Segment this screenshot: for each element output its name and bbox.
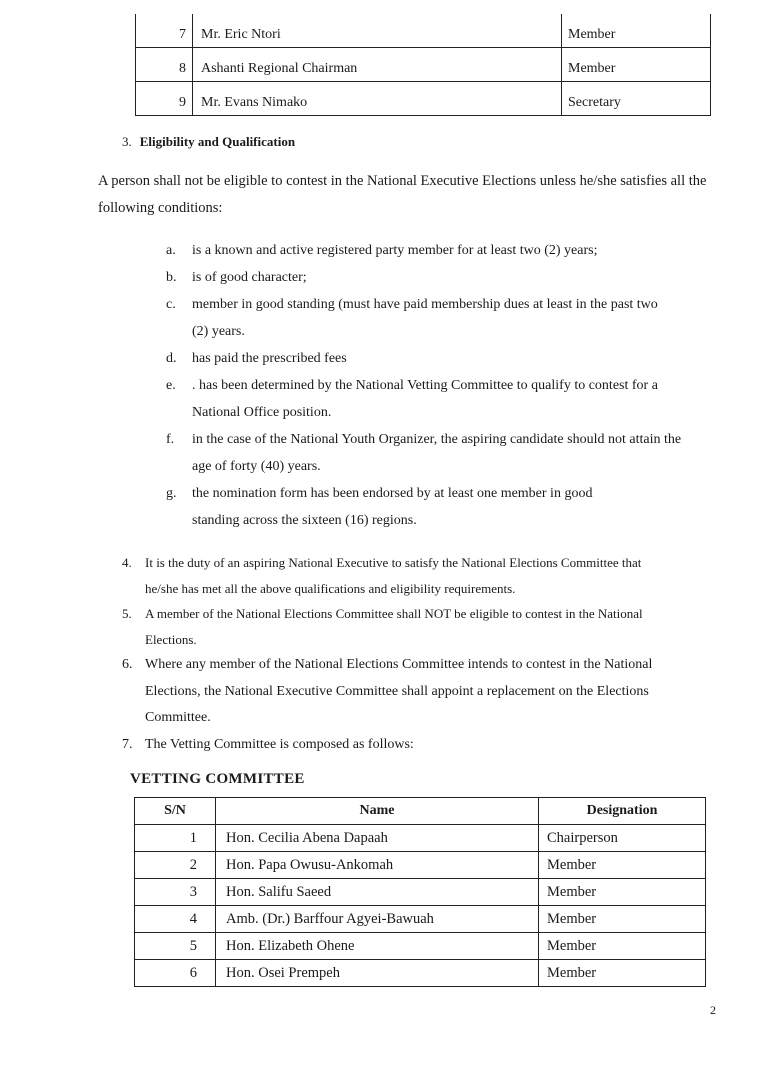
designation-cell: Secretary xyxy=(562,82,711,116)
name-cell: Ashanti Regional Chairman xyxy=(193,48,562,82)
list-item xyxy=(166,372,706,426)
list-item xyxy=(122,601,682,652)
list-item xyxy=(122,550,682,601)
list-marker: 5. xyxy=(122,606,132,621)
designation-cell: Member xyxy=(539,960,706,987)
table-row xyxy=(135,906,706,933)
name-header: Name xyxy=(216,798,539,825)
designation-cell: Member xyxy=(562,48,711,82)
table-row xyxy=(136,14,711,48)
table-row xyxy=(135,960,706,987)
name-cell: Hon. Salifu Saeed xyxy=(216,879,539,906)
list-text: member in good standing (must have paid membership dues at least in the past two (2) years. xyxy=(192,297,658,339)
name-cell: Hon. Elizabeth Ohene xyxy=(216,933,539,960)
list-marker: d. xyxy=(166,351,177,366)
list-text: is of good character; xyxy=(192,270,307,285)
designation-cell: Chairperson xyxy=(539,825,706,852)
designation-cell: Member xyxy=(539,852,706,879)
list-text: has paid the prescribed fees xyxy=(192,351,347,366)
list-text: in the case of the National Youth Organizer, the aspiring candidate should not attain the age of forty (40) years. xyxy=(192,432,682,474)
sn-cell: 7 xyxy=(136,14,193,48)
list-marker: g. xyxy=(166,486,177,501)
conditions-list xyxy=(166,237,706,534)
list-marker: c. xyxy=(166,297,176,312)
list-text: the nomination form has been endorsed by at least one member in good standing across the sixteen (16) regions. xyxy=(192,486,593,528)
list-item xyxy=(166,426,706,480)
table-row xyxy=(136,48,711,82)
list-marker: f. xyxy=(166,432,175,447)
section-number: 3. xyxy=(122,134,132,149)
list-text: A member of the National Elections Committee shall NOT be eligible to contest in the National Elections. xyxy=(145,606,643,647)
numbered-list xyxy=(122,550,682,758)
table-row xyxy=(135,933,706,960)
table-row xyxy=(135,879,706,906)
sn-cell: 9 xyxy=(136,82,193,116)
table-header-row xyxy=(135,798,706,825)
vetting-committee-title: VETTING COMMITTEE xyxy=(130,771,305,787)
list-item xyxy=(166,480,706,534)
sn-cell: 1 xyxy=(135,825,216,852)
list-marker: 4. xyxy=(122,555,132,570)
table-row xyxy=(136,82,711,116)
table-row xyxy=(135,825,706,852)
list-marker: a. xyxy=(166,243,176,258)
name-cell: Amb. (Dr.) Barffour Agyei-Bawuah xyxy=(216,906,539,933)
list-item xyxy=(122,732,682,759)
sn-cell: 6 xyxy=(135,960,216,987)
sn-cell: 4 xyxy=(135,906,216,933)
list-marker: b. xyxy=(166,270,177,285)
designation-header: Designation xyxy=(539,798,706,825)
name-cell: Hon. Cecilia Abena Dapaah xyxy=(216,825,539,852)
section-title: Eligibility and Qualification xyxy=(139,134,296,149)
table-row xyxy=(135,852,706,879)
section-heading xyxy=(122,134,295,150)
sn-header: S/N xyxy=(135,798,216,825)
sn-cell: 8 xyxy=(136,48,193,82)
name-cell: Mr. Eric Ntori xyxy=(193,14,562,48)
designation-cell: Member xyxy=(539,906,706,933)
list-item xyxy=(166,291,706,345)
name-cell: Hon. Osei Prempeh xyxy=(216,960,539,987)
list-item xyxy=(166,264,706,291)
sn-cell: 2 xyxy=(135,852,216,879)
vetting-committee-table xyxy=(134,797,706,987)
intro-paragraph: A person shall not be eligible to contest in the National Executive Elections unless he/she satisfies all the following conditions: xyxy=(98,173,707,216)
list-text: The Vetting Committee is composed as follows: xyxy=(145,736,414,752)
list-text: . has been determined by the National Vetting Committee to qualify to contest for a National Office position. xyxy=(192,378,658,420)
designation-cell: Member xyxy=(562,14,711,48)
name-cell: Hon. Papa Owusu-Ankomah xyxy=(216,852,539,879)
list-text: Where any member of the National Elections Committee intends to contest in the National Elections, the National Executive Committee shall appoint a replacement on the Elections Committee. xyxy=(145,657,653,725)
designation-cell: Member xyxy=(539,879,706,906)
name-cell: Mr. Evans Nimako xyxy=(193,82,562,116)
designation-cell: Member xyxy=(539,933,706,960)
list-text: is a known and active registered party member for at least two (2) years; xyxy=(192,243,598,258)
list-item xyxy=(122,652,682,732)
list-item xyxy=(166,345,706,372)
sn-cell: 3 xyxy=(135,879,216,906)
list-item xyxy=(166,237,706,264)
sn-cell: 5 xyxy=(135,933,216,960)
list-marker: 7. xyxy=(122,736,133,752)
elections-committee-table-continued xyxy=(135,14,711,116)
list-marker: 6. xyxy=(122,657,133,672)
page-number: 2 xyxy=(710,1003,716,1017)
list-marker: e. xyxy=(166,378,176,393)
list-text: It is the duty of an aspiring National Executive to satisfy the National Elections Committee that he/she has met all the above qualifications and eligibility requirements. xyxy=(145,555,642,596)
